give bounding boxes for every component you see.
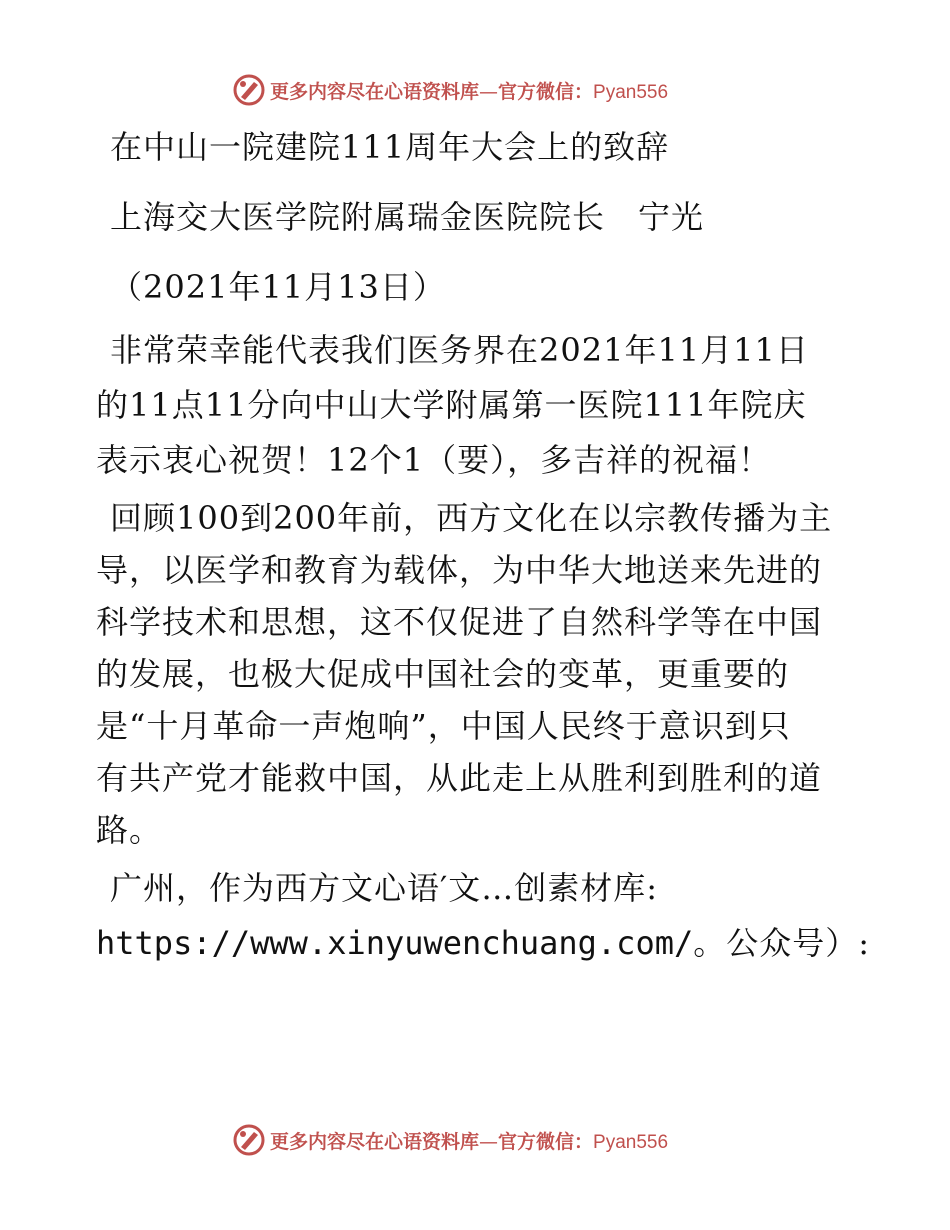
paragraph-3 [96,868,871,963]
paragraph-line [96,923,871,963]
header-banner [232,70,668,110]
paragraph-line: 的11点11分向中山大学附属第一医院111年院庆 [96,386,807,424]
banner-text: 更多内容尽在心语资料库—官方微信：Pyan556 [270,80,669,103]
paragraph-2 [96,498,866,850]
paragraph-line: 广州，作为西方文心语′文…创素材库: [110,869,659,907]
document-title: 在中山一院建院111周年大会上的致辞 [110,128,670,166]
website-link[interactable]: https://www.xinyuwenchuang.com/ [96,924,694,962]
date-line: （2021年11月13日） [110,268,446,306]
paragraph-1 [96,330,866,480]
author-line: 上海交大医学院附属瑞金医院院长 宁光 [110,198,705,236]
paragraph-line: 路。 [96,811,163,849]
paragraph-line: 有共产党才能救中国，从此走上从胜利到胜利的道 [96,759,823,797]
logo-icon [232,73,266,107]
banner-text: 更多内容尽在心语资料库—官方微信：Pyan556 [270,1130,669,1153]
paragraph-line: 回顾100到200年前，西方文化在以宗教传播为主 [110,499,833,537]
logo-icon [232,1123,266,1157]
paragraph-line: 导，以医学和教育为载体，为中华大地送来先进的 [96,551,823,589]
paragraph-tail: 。公众号）: [693,924,871,962]
paragraph-line: 表示衷心祝贺！12个1（要），多吉祥的祝福！ [96,441,772,479]
paragraph-line: 是“十月革命一声炮响”，中国人民终于意识到只 [96,707,791,745]
paragraph-line: 科学技术和思想，这不仅促进了自然科学等在中国 [96,603,823,641]
paragraph-line: 非常荣幸能代表我们医务界在2021年11月11日 [110,331,809,369]
paragraph-line: 的发展，也极大促成中国社会的变革，更重要的 [96,655,790,693]
footer-banner [232,1120,668,1160]
document-body [96,120,871,963]
